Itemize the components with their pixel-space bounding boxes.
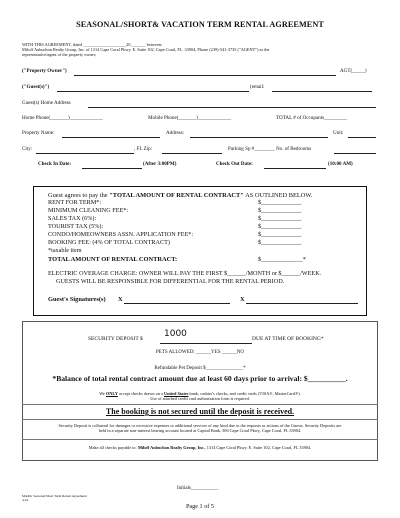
checks-only: ONLY: [105, 391, 118, 396]
rental-item-amount-field[interactable]: $_____________: [258, 207, 302, 214]
check-out-field[interactable]: [264, 168, 326, 169]
rental-item-label: TOURIST TAX (5%):: [48, 223, 104, 230]
rental-item-amount-field[interactable]: $_____________: [258, 215, 302, 222]
mobile-phone-field[interactable]: Mobile Phone(_______)_____________: [148, 115, 232, 121]
divider-1: [22, 404, 378, 405]
rental-item-amount-field[interactable]: $_____________: [258, 199, 302, 206]
divider-3: [22, 439, 378, 440]
checks-post: bank, cashier's checks, and credit cards (VISA®, MasterCard®).: [189, 391, 301, 396]
rental-item-label: RENT FOR TERM*:: [48, 199, 102, 206]
form-revision: 4-19: [22, 498, 29, 502]
intro-line-2: Miloff Aubuchon Realty Group, Inc. of 1314 Cape Coral Pkwy. E. Suite 102, Cape Coral, FL. 33904, Phone (239)-541-3735 ("AGENT") as the: [22, 47, 270, 52]
rental-item-label: BOOKING FEE: (4% OF TOTAL CONTRACT): [48, 239, 170, 246]
agent-initials-label: AGT(_____): [340, 68, 367, 74]
rental-item-amount-field[interactable]: $_____________: [258, 223, 302, 230]
total-amount-field[interactable]: $_____________*: [258, 256, 306, 263]
parking-bedrooms-label: Parking Sp #________ No. of Bedrooms: [228, 146, 312, 152]
checks-mid: accept checks drawn on a: [119, 391, 163, 396]
address-field[interactable]: [190, 137, 328, 138]
guests-home-address-label: Guest(s) Home Address: [22, 100, 71, 106]
guest-signature-field-1[interactable]: [124, 303, 230, 304]
balance-due-line: *Balance of total rental contract amount due at least 60 days prior to arrival: $__________.: [52, 374, 348, 383]
rental-heading-bold: "TOTAL AMOUNT OF RENTAL CONTRACT": [109, 192, 244, 199]
unit-field[interactable]: [348, 137, 376, 138]
bedrooms-field[interactable]: [334, 153, 376, 154]
divider-2: [22, 419, 378, 420]
checks-payable-line: [0, 445, 400, 450]
rental-item-amount-field[interactable]: $_____________: [258, 231, 302, 238]
rental-heading: [48, 192, 312, 199]
pets-allowed-line: PETS ALLOWED: ______YES ______NO: [156, 350, 244, 355]
checks-us: United States: [164, 391, 189, 396]
guest-signature-field-2[interactable]: [246, 303, 358, 304]
page-number: Page 1 of 5: [185, 503, 214, 510]
city-label: City:: [22, 146, 33, 152]
rental-item-label: CONDO/HOMEOWNERS ASSN. APPLICATION FEE*:: [48, 231, 194, 238]
rental-item-label: MINIMUM CLEANING FEE*:: [48, 207, 129, 214]
check-in-field[interactable]: [82, 168, 142, 169]
rental-heading-pre: Guest agrees to pay the: [48, 192, 108, 199]
check-out-time: (10:00 AM): [328, 161, 353, 167]
property-owner-label: ("Property Owner"): [22, 68, 67, 74]
state-zip-label: , FL Zip:: [134, 146, 153, 152]
form-name: MARG Seasonal/Short Term Rental Agreement: [22, 494, 87, 498]
guest-signatures-label: Guest's Signatures(s): [48, 296, 106, 303]
guests-home-address-field[interactable]: [88, 107, 376, 108]
intro-line-3: representative/agent of the property owner;: [22, 52, 97, 57]
electric-overage-line: ELECTRIC OVERAGE CHARGE: OWNER WILL PAY THE FIRST $______/MONTH or $______/WEEK.: [48, 270, 322, 277]
initials-field[interactable]: Initials___________: [177, 486, 219, 491]
payable-address: , 1314 Cape Coral Pkwy. E. Suite 102, Cape Coral, FL 33904.: [204, 445, 312, 450]
signature-x-2: X: [240, 296, 245, 303]
guests-name-field[interactable]: [57, 91, 249, 92]
guests-label: ("Guest(s)"): [22, 84, 50, 90]
payable-company: Miloff Aubuchon Realty Group, Inc.: [137, 445, 205, 450]
security-deposit-note-1: Security Deposit is collateral for damages or excessive expenses or additional services of any kind due to the requests or actions of the Guests. Security Deposits are: [58, 423, 342, 428]
email-field[interactable]: [272, 91, 372, 92]
email-label: (email:: [250, 84, 265, 90]
not-secured-notice: The booking is not secured until the deposit is received.: [105, 407, 295, 416]
home-phone-field[interactable]: Home Phone(_______)_____________: [22, 115, 103, 121]
security-deposit-label: SECURITY DEPOSIT $: [88, 336, 143, 342]
zip-field[interactable]: [162, 153, 222, 154]
payable-pre: Make all checks payable to:: [88, 445, 137, 450]
signature-x-1: X: [118, 296, 123, 303]
rental-item-label: SALES TAX (6%):: [48, 215, 97, 222]
city-field[interactable]: [36, 153, 134, 154]
check-in-label: Check In Date:: [38, 161, 72, 167]
address-label: Address:: [166, 130, 185, 136]
total-amount-label: TOTAL AMOUNT OF RENTAL CONTRACT:: [48, 256, 178, 263]
deposit-due-label: DUE AT TIME OF BOOKING*: [252, 336, 324, 342]
check-out-label: Check Out Date:: [216, 161, 253, 167]
credit-card-form-line: Use of attached credit card authorization form is required.: [150, 396, 250, 401]
property-owner-field[interactable]: [74, 75, 336, 76]
rental-item-label: *taxable item: [48, 247, 82, 254]
check-in-time: (After 3:00PM): [143, 161, 177, 167]
rental-heading-post: AS OUTLINED BELOW.: [245, 192, 313, 199]
security-deposit-note-2: held in a separate non-interest bearing account located at Capital Bank, 506 Cape Coral Pkwy, Cape Coral, FL 33904.: [98, 428, 302, 433]
total-occupants-field[interactable]: TOTAL # of Occupants_________: [276, 115, 348, 121]
property-name-field[interactable]: [62, 137, 160, 138]
property-name-label: Property Name:: [22, 130, 55, 136]
electric-differential-line: GUESTS WILL BE RESPONSIBLE FOR DIFFERENTIAL FOR THE RENTAL PERIOD.: [56, 278, 285, 285]
unit-label: Unit:: [333, 130, 344, 136]
security-deposit-field[interactable]: [160, 343, 252, 344]
intro-line-1: WITH THIS AGREEMENT, dated ____________________20_______ between:: [22, 42, 163, 47]
checks-we: We: [99, 391, 105, 396]
security-deposit-amount: 1000: [164, 329, 187, 339]
rental-item-amount-field[interactable]: $_____________: [258, 239, 302, 246]
document-title: SEASONAL/SHORT& VACATION TERM RENTAL AGREEMENT: [76, 20, 324, 29]
refundable-pet-deposit-line: Refundable Pet Deposit $_______________*: [154, 366, 246, 371]
